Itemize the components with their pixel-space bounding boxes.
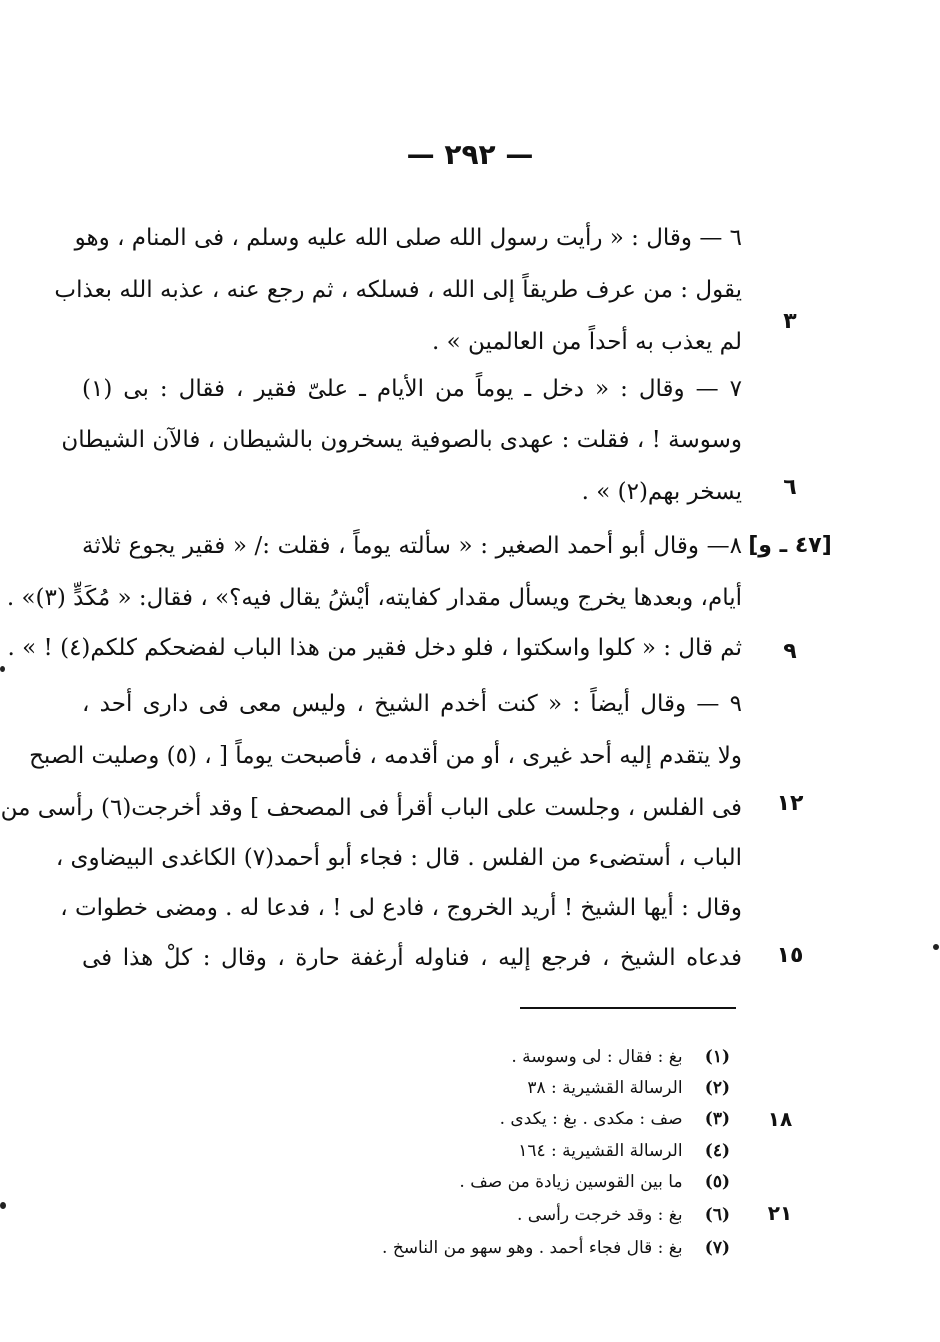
footnote <box>300 1073 730 1103</box>
footnote-id: (٥) <box>704 1172 730 1192</box>
scan-speck <box>0 1202 6 1209</box>
footnote-id: (٦) <box>704 1205 730 1225</box>
footnote <box>300 1104 730 1134</box>
footnote <box>300 1136 730 1166</box>
line-number-3: ٣ <box>783 309 797 334</box>
footnote-id: (٣) <box>704 1109 730 1129</box>
footnote-id: (٧) <box>704 1238 730 1258</box>
footnote-id: (٤) <box>704 1141 730 1161</box>
text-line: ولا يتقدم إليه أحد غيرى ، أو من أقدمه ، فأصبحت يوماً [ ، (٥) وصليت الصبح <box>29 743 742 769</box>
text-line: فى الفلس ، وجلست على الباب أقرأ فى المصحف ] وقد أخرجت(٦) رأسى من <box>0 795 742 821</box>
footnote-id: (٢) <box>704 1078 730 1098</box>
footnote-text: الرسالة القشيرية : ١٦٤ <box>518 1141 683 1161</box>
footnote <box>300 1167 730 1197</box>
text-line: ٧ — وقال : « دخل ـ يوماً من الأيام ـ علىّ فقير ، فقال : بى (١) <box>82 376 742 402</box>
footnote-text: بغ : فقال : لى وسوسة . <box>511 1047 683 1067</box>
line-number-12: ١٢ <box>776 791 804 816</box>
footnote-text: الرسالة القشيرية : ٣٨ <box>527 1078 683 1098</box>
footnote <box>300 1233 730 1263</box>
text-line: ٦ — وقال : « رأيت رسول الله صلى الله عليه وسلم ، فى المنام ، وهو <box>74 225 742 251</box>
footnote-line-number-21: ٢١ <box>767 1201 793 1225</box>
footnote-separator <box>520 1007 736 1009</box>
footnote-text: بغ : وقد خرجت رأسى . <box>516 1205 683 1225</box>
text-line: يسخر بهم(٢) » . <box>581 479 742 505</box>
text-line: ٩ — وقال أيضاً : « كنت أخدم الشيخ ، وليس معى فى دارى أحد ، <box>82 691 742 717</box>
page-number: — ٢٩٢ — <box>406 138 534 171</box>
text-line: فدعاه الشيخ ، فرجع إليه ، فناوله أرغفة حارة ، وقال : كلْ هذا فى <box>82 945 742 971</box>
footnote-text: صف : مكدى . بغ : يكدى . <box>499 1109 683 1129</box>
line-number-9: ٩ <box>783 639 797 664</box>
scan-speck <box>0 666 5 672</box>
line-number-15: ١٥ <box>776 943 804 968</box>
line-number-6: ٦ <box>783 475 797 500</box>
margin-folio-reference: [٤٧ ـ و] <box>748 533 832 558</box>
footnote <box>300 1200 730 1230</box>
footnote-id: (١) <box>704 1047 730 1067</box>
text-line: الباب ، أستضىء من الفلس . قال : فجاء أبو أحمد(٧) الكاغدى البيضاوى ، <box>55 845 742 871</box>
text-line: أيام، وبعدها يخرج ويسأل مقدار كفايته، أيْشُ يقال فيه؟» ، فقال: « مُكَدٍّ (٣)» . <box>6 585 742 611</box>
scan-speck <box>933 944 939 950</box>
text-line: وقال : أيها الشيخ ! أريد الخروج ، فادع لى ! ، فدعا له . ومضى خطوات ، <box>60 895 742 921</box>
footnote-text: بغ : قال فجاء أحمد . وهو سهو من الناسخ . <box>382 1238 683 1258</box>
text-line: ٨— وقال أبو أحمد الصغير : « سألته يوماً ، فقلت :/ « فقير يجوع ثلاثة <box>82 533 742 559</box>
text-line: لم يعذب به أحداً من العالمين » . <box>432 329 742 355</box>
text-line: وسوسة ! ، فقلت : عهدى بالصوفية يسخرون بالشيطان ، فالآن الشيطان <box>61 427 742 453</box>
footnote <box>300 1042 730 1072</box>
footnote-text: ما بين القوسين زيادة من صف . <box>459 1172 683 1192</box>
footnote-line-number-18: ١٨ <box>767 1107 793 1131</box>
text-line: يقول : من عرف طريقاً إلى الله ، فسلكه ، ثم رجع عنه ، عذبه الله بعذاب <box>54 277 742 303</box>
text-line: ثم قال : « كلوا واسكتوا ، فلو دخل فقير من هذا الباب لفضحكم كلكم(٤) ! » . <box>7 635 742 661</box>
